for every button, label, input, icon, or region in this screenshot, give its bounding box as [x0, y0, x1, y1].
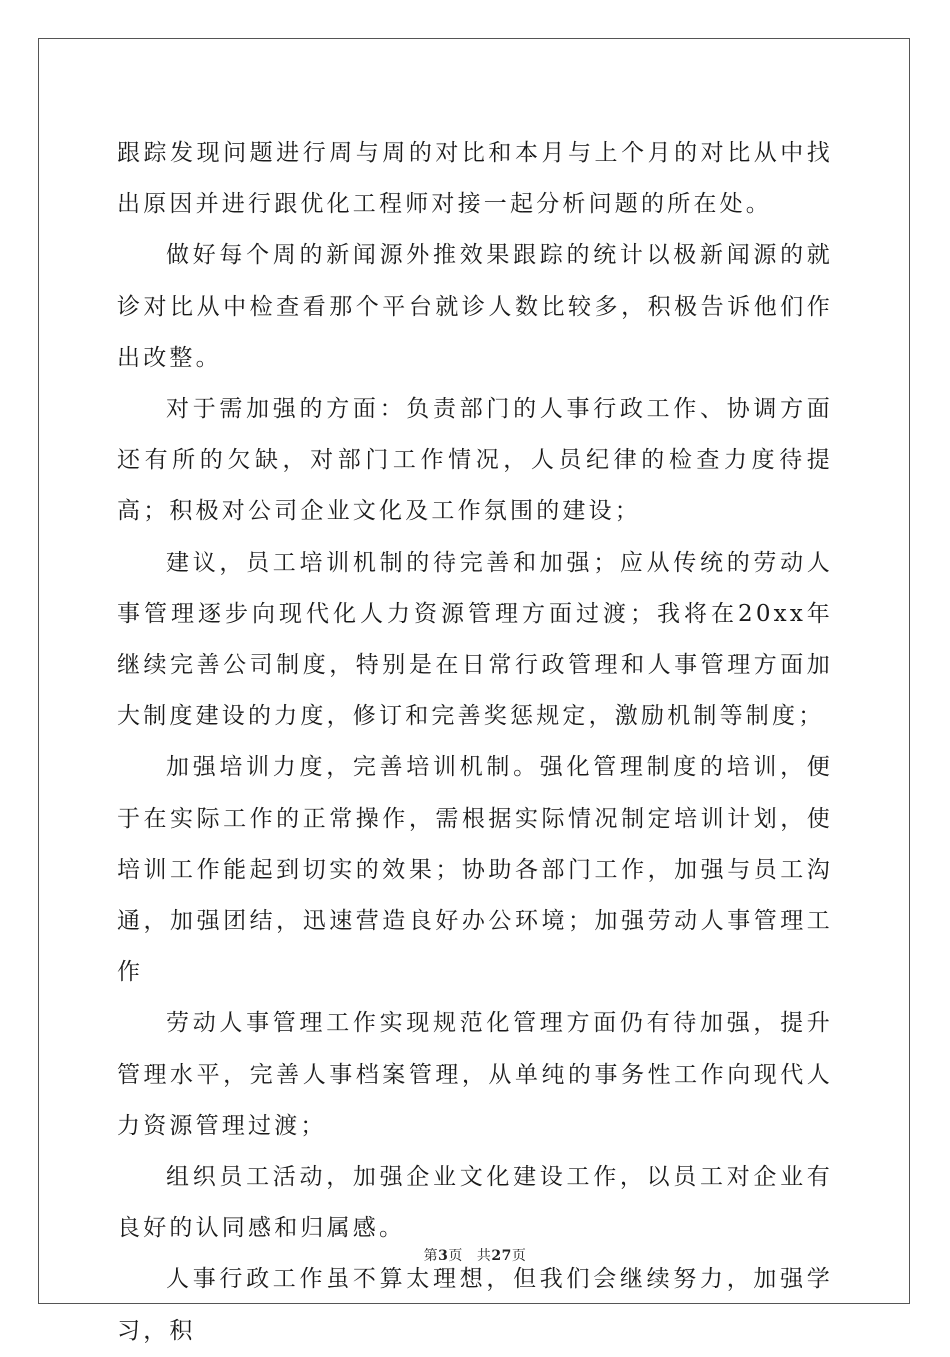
page-number: 3 [438, 1248, 449, 1264]
page-suffix: 页 [448, 1248, 463, 1264]
paragraph-8: 人事行政工作虽不算太理想，但我们会继续努力，加强学习，积 [117, 1266, 833, 1344]
total-pages: 27 [491, 1248, 512, 1264]
page-prefix: 第 [423, 1248, 439, 1264]
paragraph-2: 做好每个周的新闻源外推效果跟踪的统计以极新闻源的就诊对比从中检查看那个平台就诊人数比较多，积极告诉他们作出改整。 [117, 242, 833, 371]
paragraph-3: 对于需加强的方面：负责部门的人事行政工作、协调方面还有所的欠缺，对部门工作情况，人员纪律的检查力度待提高；积极对公司企业文化及工作氛围的建设； [117, 396, 833, 525]
total-suffix: 页 [511, 1248, 527, 1264]
paragraph-1: 跟踪发现问题进行周与周的对比和本月与上个月的对比从中找出原因并进行跟优化工程师对接一起分析问题的所在处。 [117, 140, 833, 218]
document-body [117, 128, 833, 1357]
page-footer [0, 1245, 950, 1265]
total-prefix: 共 [476, 1248, 492, 1264]
paragraph-4: 建议，员工培训机制的待完善和加强；应从传统的劳动人事管理逐步向现代化人力资源管理方面过渡；我将在20xx年继续完善公司制度，特别是在日常行政管理和人事管理方面加大制度建设的力度，修订和完善奖惩规定，激励机制等制度； [117, 549, 833, 730]
paragraph-5: 加强培训力度，完善培训机制。强化管理制度的培训，便于在实际工作的正常操作，需根据实际情况制定培训计划，使培训工作能起到切实的效果；协助各部门工作，加强与员工沟通，加强团结，迅速营造良好办公环境；加强劳动人事管理工作 [117, 754, 833, 986]
paragraph-7: 组织员工活动，加强企业文化建设工作，以员工对企业有良好的认同感和归属感。 [117, 1164, 833, 1242]
paragraph-6: 劳动人事管理工作实现规范化管理方面仍有待加强，提升管理水平，完善人事档案管理，从单纯的事务性工作向现代人力资源管理过渡； [117, 1010, 833, 1139]
